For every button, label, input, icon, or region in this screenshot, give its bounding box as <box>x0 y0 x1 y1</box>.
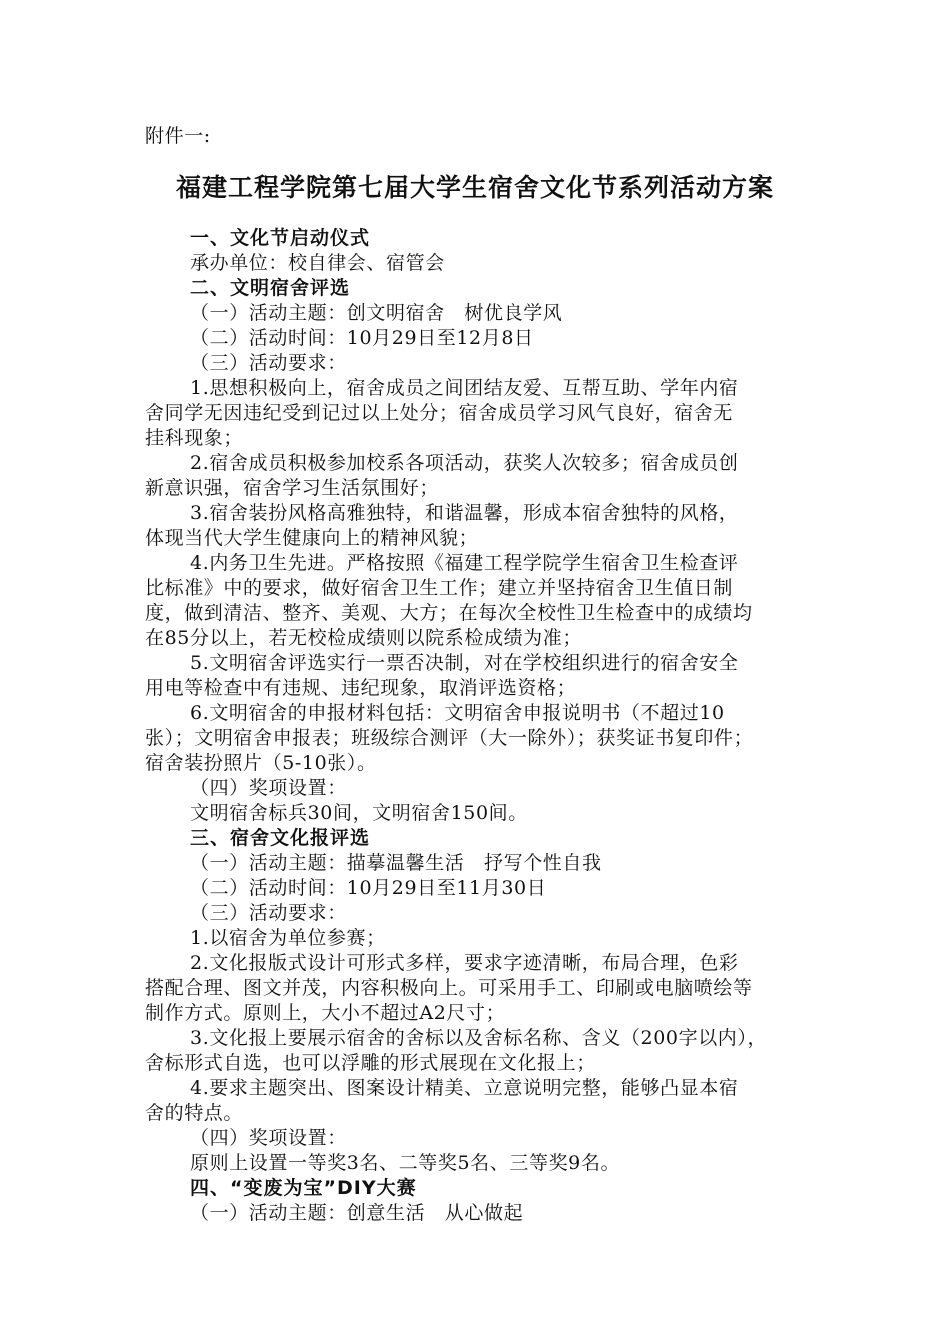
paragraph-line: 3.文化报上要展示宿舍的舍标以及舍标名称、含义（200字以内）， <box>190 1027 768 1049</box>
section-heading: 二、文明宿舍评选 <box>190 277 351 299</box>
paragraph-line: （一）活动主题：创意生活 从心做起 <box>190 1202 524 1224</box>
paragraph-line: 挂科现象； <box>145 427 244 449</box>
paragraph-line: 承办单位：校自律会、宿管会 <box>190 252 445 274</box>
paragraph-line: 用电等检查中有违规、违纪现象，取消评选资格； <box>145 677 577 699</box>
page-title: 福建工程学院第七届大学生宿舍文化节系列活动方案 <box>175 173 774 202</box>
section-heading: 三、宿舍文化报评选 <box>190 827 371 849</box>
paragraph-line: 5.文明宿舍评选实行一票否决制，对在学校组织进行的宿舍安全 <box>190 652 739 674</box>
paragraph-line: 3.宿舍装扮风格高雅独特，和谐温馨，形成本宿舍独特的风格， <box>190 502 739 524</box>
paragraph-line: （三）活动要求： <box>190 352 347 374</box>
paragraph-line: 4.内务卫生先进。严格按照《福建工程学院学生宿舍卫生检查评 <box>190 552 739 574</box>
paragraph-line: 2.文化报版式设计可形式多样，要求字迹清晰，布局合理，色彩 <box>190 952 739 974</box>
paragraph-line: 1.思想积极向上，宿舍成员之间团结友爱、互帮互助、学年内宿 <box>190 377 739 399</box>
paragraph-line: 1.以宿舍为单位参赛； <box>190 927 386 949</box>
paragraph-line: （一）活动主题：创文明宿舍 树优良学风 <box>190 302 563 324</box>
paragraph-line: 新意识强，宿舍学习生活氛围好； <box>145 477 440 499</box>
paragraph-line: 2.宿舍成员积极参加校系各项活动，获奖人次较多；宿舍成员创 <box>190 452 739 474</box>
paragraph-line: （二）活动时间：10月29日至12月8日 <box>190 327 534 349</box>
paragraph-line: 文明宿舍标兵30间，文明宿舍150间。 <box>190 802 528 824</box>
paragraph-line: 比标准》中的要求，做好宿舍卫生工作；建立并坚持宿舍卫生值日制 <box>145 577 734 599</box>
paragraph-line: 原则上设置一等奖3名、二等奖5名、三等奖9名。 <box>190 1152 621 1174</box>
paragraph-line: （四）奖项设置： <box>190 777 347 799</box>
paragraph-line: 舍的特点。 <box>145 1102 244 1124</box>
paragraph-line: 宿舍装扮照片（5-10张）。 <box>145 752 377 774</box>
paragraph-line: 搭配合理、图文并茂，内容积极向上。可采用手工、印刷或电脑喷绘等 <box>145 977 753 999</box>
paragraph-line: （一）活动主题：描摹温馨生活 抒写个性自我 <box>190 852 602 874</box>
paragraph-line: 4.要求主题突出、图案设计精美、立意说明完整，能够凸显本宿 <box>190 1077 739 1099</box>
paragraph-line: （二）活动时间：10月29日至11月30日 <box>190 877 547 899</box>
paragraph-line: 度，做到清洁、整齐、美观、大方；在每次全校性卫生检查中的成绩均 <box>145 602 753 624</box>
paragraph-line: （三）活动要求： <box>190 902 347 924</box>
attachment-label: 附件一: <box>145 125 211 147</box>
paragraph-line: 舍标形式自选，也可以浮雕的形式展现在文化报上； <box>145 1052 596 1074</box>
paragraph-line: 张）；文明宿舍申报表；班级综合测评（大一除外）；获奖证书复印件； <box>145 727 754 749</box>
paragraph-line: 舍同学无因违纪受到记过以上处分；宿舍成员学习风气良好，宿舍无 <box>145 402 734 424</box>
paragraph-line: 6.文明宿舍的申报材料包括：文明宿舍申报说明书（不超过10 <box>190 702 725 724</box>
section-heading: 四、“变废为宝”DIY大赛 <box>190 1177 417 1199</box>
paragraph-line: 制作方式。原则上，大小不超过A2尺寸； <box>145 1002 506 1024</box>
section-heading: 一、文化节启动仪式 <box>190 227 371 249</box>
paragraph-line: 体现当代大学生健康向上的精神风貌； <box>145 527 479 549</box>
paragraph-line: 在85分以上，若无校检成绩则以院系检成绩为准； <box>145 627 582 649</box>
paragraph-line: （四）奖项设置： <box>190 1127 347 1149</box>
